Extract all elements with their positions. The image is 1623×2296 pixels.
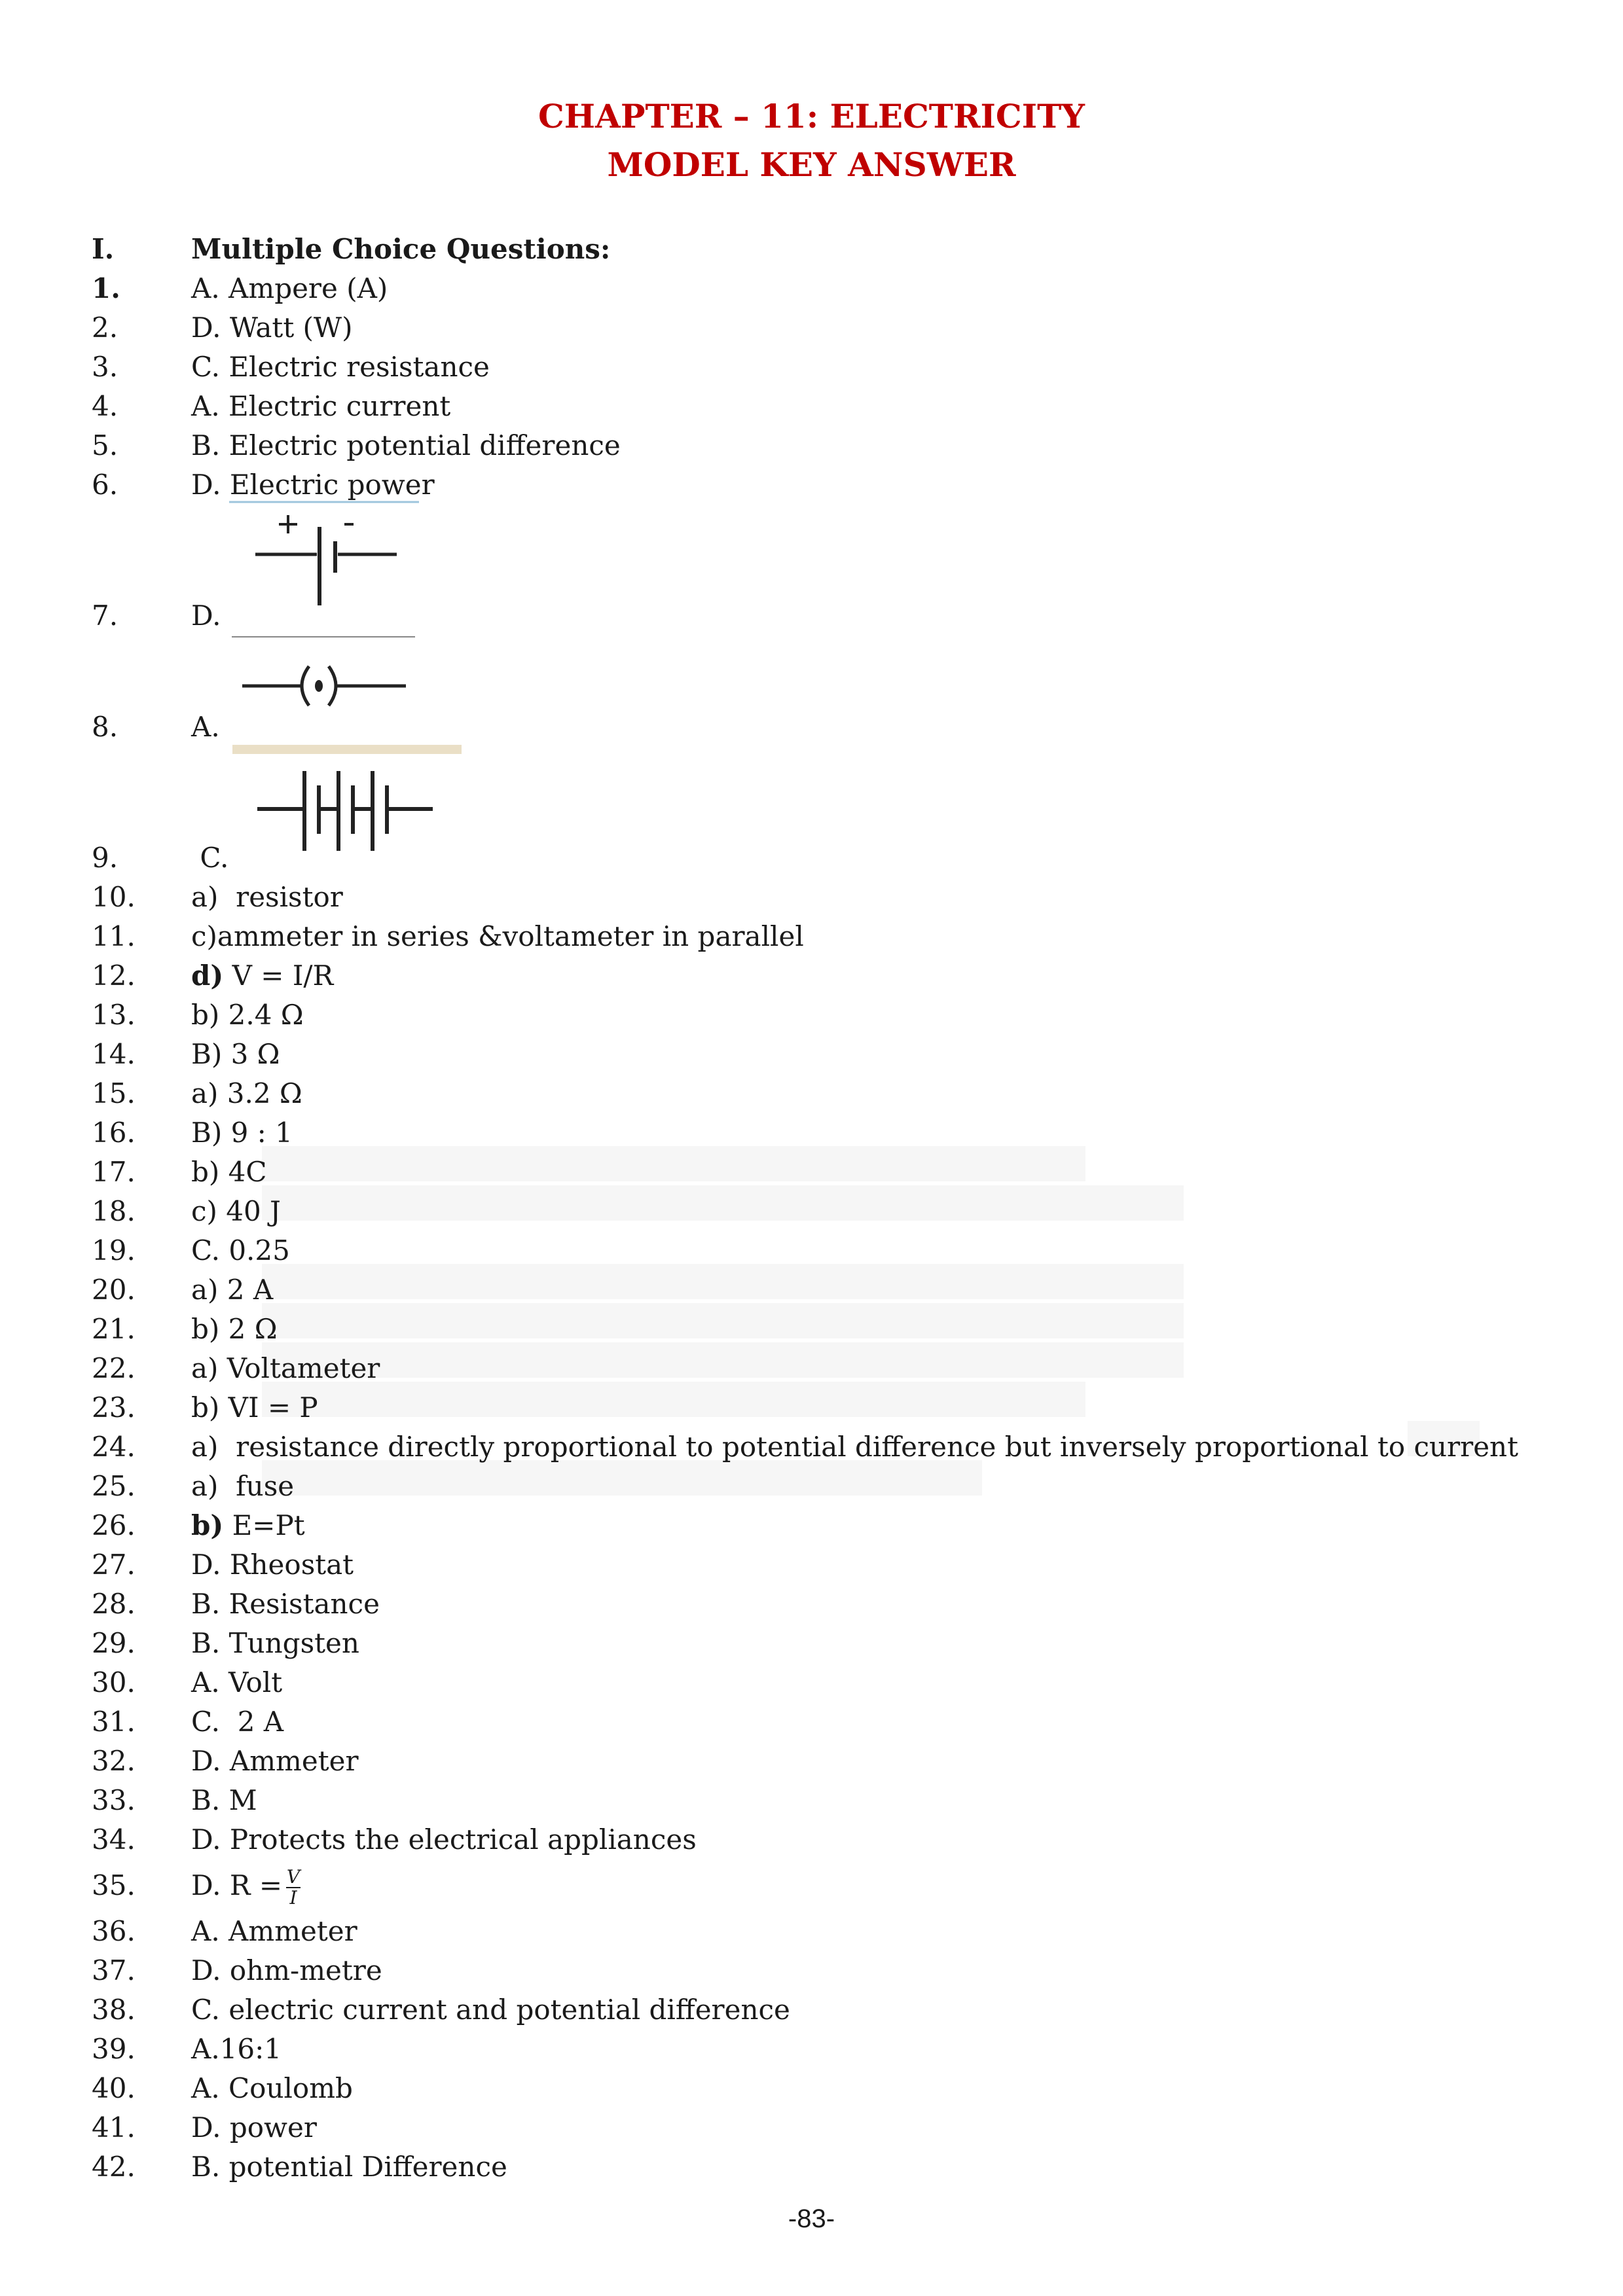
answer-text: D.: [191, 600, 221, 632]
answer-number: 2.: [92, 312, 119, 344]
answer-text: C. 0.25: [191, 1234, 290, 1266]
answer-text-container: [191, 956, 333, 996]
answer-text-container: [191, 1866, 301, 1908]
answer-text: D. Ammeter: [191, 1745, 359, 1777]
answer-text: B) 9 : 1: [191, 1117, 293, 1149]
answer-row: [0, 1270, 1623, 1310]
answer-row: [0, 917, 1623, 956]
answer-row: [0, 1781, 1623, 1820]
answer-row: [0, 465, 1623, 505]
answer-number: 15.: [92, 1077, 136, 1109]
answer-text: D. Electric power: [191, 469, 435, 501]
answer-number: 20.: [92, 1274, 136, 1306]
answer-number: 16.: [92, 1117, 136, 1149]
answer-text: E=Pt: [223, 1509, 305, 1541]
answer-number: 7.: [92, 600, 119, 632]
answer-text: B. Electric potential difference: [191, 429, 621, 461]
answer-text: C. electric current and potential difference: [191, 1994, 790, 2026]
answer-row: [0, 1467, 1623, 1506]
answer-row: [0, 1951, 1623, 1990]
answer-text: C.: [191, 842, 229, 874]
answer-number: 25.: [92, 1470, 136, 1502]
answer-row: [0, 2108, 1623, 2147]
answer-text: a) Voltameter: [191, 1352, 380, 1384]
answer-text: b) VI = P: [191, 1391, 318, 1424]
answer-row: [0, 1506, 1623, 1545]
answer-text: D. Watt (W): [191, 312, 353, 344]
answer-number: 21.: [92, 1313, 136, 1345]
answer-text: V = I/R: [223, 960, 334, 992]
answer-number: 10.: [92, 881, 136, 913]
answer-row: [0, 308, 1623, 348]
answer-number: 26.: [92, 1509, 136, 1541]
answer-row: [0, 2069, 1623, 2108]
answer-text: c)ammeter in series &voltameter in parallel: [191, 920, 804, 952]
answer-number: 41.: [92, 2111, 136, 2144]
answer-row: [0, 1866, 1623, 1909]
answer-row: [0, 269, 1623, 308]
answer-row: [0, 1231, 1623, 1270]
answer-text: C. Electric resistance: [191, 351, 490, 383]
answer-row: [0, 1702, 1623, 1742]
answer-row: [0, 1624, 1623, 1663]
answer-number: 36.: [92, 1915, 136, 1947]
answer-text: A. Ampere (A): [191, 272, 388, 304]
answer-text: D. R =: [191, 1869, 283, 1901]
answer-number: 3.: [92, 351, 119, 383]
answer-number: 22.: [92, 1352, 136, 1384]
answer-row: [0, 878, 1623, 917]
answer-text: D. power: [191, 2111, 317, 2144]
section-heading: [0, 230, 1623, 269]
answer-number: 24.: [92, 1431, 136, 1463]
answer-number: 33.: [92, 1784, 136, 1816]
answer-number: 19.: [92, 1234, 136, 1266]
answer-row: [0, 1990, 1623, 2030]
section-number: I.: [92, 233, 115, 265]
answer-text: D. ohm-metre: [191, 1954, 382, 1986]
answer-row: [0, 1585, 1623, 1624]
answer-number: 11.: [92, 920, 136, 952]
answer-number: 6.: [92, 469, 119, 501]
answer-text: A. Electric current: [191, 390, 451, 422]
answer-text: b) 2.4 Ω: [191, 999, 304, 1031]
fraction-numerator: V: [286, 1866, 301, 1888]
answer-number: 30.: [92, 1666, 136, 1698]
answer-text: B. potential Difference: [191, 2151, 507, 2183]
answer-row: [0, 1310, 1623, 1349]
answer-number: 31.: [92, 1706, 136, 1738]
answer-text: B. Tungsten: [191, 1627, 359, 1659]
answer-row: [0, 838, 1623, 878]
answer-row: [0, 1388, 1623, 1427]
answer-row: [0, 1912, 1623, 1951]
answer-row: [0, 956, 1623, 996]
answer-text-container: [191, 1506, 305, 1545]
answer-row: [0, 1192, 1623, 1231]
page-number: -83-: [788, 2204, 835, 2233]
answer-number: 8.: [92, 711, 119, 743]
answer-text: A.16:1: [191, 2033, 282, 2065]
answer-number: 40.: [92, 2072, 136, 2104]
answer-number: 17.: [92, 1156, 136, 1188]
answer-text: A. Ammeter: [191, 1915, 357, 1947]
answer-row: [0, 426, 1623, 465]
answer-text: B) 3 Ω: [191, 1038, 280, 1070]
answer-number: 4.: [92, 390, 119, 422]
chapter-subtitle: MODEL KEY ANSWER: [607, 145, 1016, 184]
answer-number: 38.: [92, 1994, 136, 2026]
answer-number: 27.: [92, 1549, 136, 1581]
answer-row: [0, 1427, 1623, 1467]
answer-text: D. Rheostat: [191, 1549, 354, 1581]
answer-text: A. Volt: [191, 1666, 283, 1698]
answer-number: 18.: [92, 1195, 136, 1227]
section-title: Multiple Choice Questions:: [191, 233, 611, 265]
answer-number: 13.: [92, 999, 136, 1031]
answer-row: [0, 2030, 1623, 2069]
answer-row: [0, 996, 1623, 1035]
answer-number: 14.: [92, 1038, 136, 1070]
answer-number: 42.: [92, 2151, 136, 2183]
answer-row: [0, 1349, 1623, 1388]
answer-text: B. Resistance: [191, 1588, 380, 1620]
answer-row: [0, 1113, 1623, 1153]
answer-row: [0, 596, 1623, 636]
answer-number: 37.: [92, 1954, 136, 1986]
answer-text: b) 2 Ω: [191, 1313, 278, 1345]
fraction-v-over-i: [286, 1867, 301, 1908]
answer-text: B. M: [191, 1784, 257, 1816]
answer-row: [0, 1663, 1623, 1702]
answer-option: b): [191, 1509, 224, 1541]
answer-number: 34.: [92, 1823, 136, 1856]
answer-number: 5.: [92, 429, 119, 461]
answer-text: C. 2 A: [191, 1706, 284, 1738]
answer-row: [0, 708, 1623, 747]
answer-row: [0, 1820, 1623, 1859]
answer-text: a) 3.2 Ω: [191, 1077, 302, 1109]
answer-row: [0, 1153, 1623, 1192]
answer-row: [0, 387, 1623, 426]
answer-text: c) 40 J: [191, 1195, 281, 1227]
answer-number: 39.: [92, 2033, 136, 2065]
answer-text: a) resistance directly proportional to potential difference but inversely proportional to current: [191, 1431, 1518, 1463]
answer-option: d): [191, 960, 224, 992]
answer-text: A.: [191, 711, 220, 743]
answer-text: a) fuse: [191, 1470, 295, 1502]
answer-number: 28.: [92, 1588, 136, 1620]
answer-row: [0, 2147, 1623, 2187]
answer-number: 1.: [92, 272, 120, 304]
answer-row: [0, 1545, 1623, 1585]
answer-row: [0, 1035, 1623, 1074]
answer-text: A. Coulomb: [191, 2072, 353, 2104]
answer-number: 32.: [92, 1745, 136, 1777]
answer-number: 29.: [92, 1627, 136, 1659]
answer-number: 9.: [92, 842, 119, 874]
answer-number: 35.: [92, 1869, 136, 1901]
answer-text: D. Protects the electrical appliances: [191, 1823, 697, 1856]
fraction-denominator: I: [289, 1887, 297, 1909]
answer-number: 23.: [92, 1391, 136, 1424]
answer-text: b) 4C: [191, 1156, 267, 1188]
answer-row: [0, 1742, 1623, 1781]
answer-row: [0, 348, 1623, 387]
answer-number: 12.: [92, 960, 136, 992]
answer-text: a) resistor: [191, 881, 343, 913]
answer-text: a) 2 A: [191, 1274, 274, 1306]
answer-row: [0, 1074, 1623, 1113]
chapter-title: CHAPTER – 11: ELECTRICITY: [538, 97, 1085, 135]
